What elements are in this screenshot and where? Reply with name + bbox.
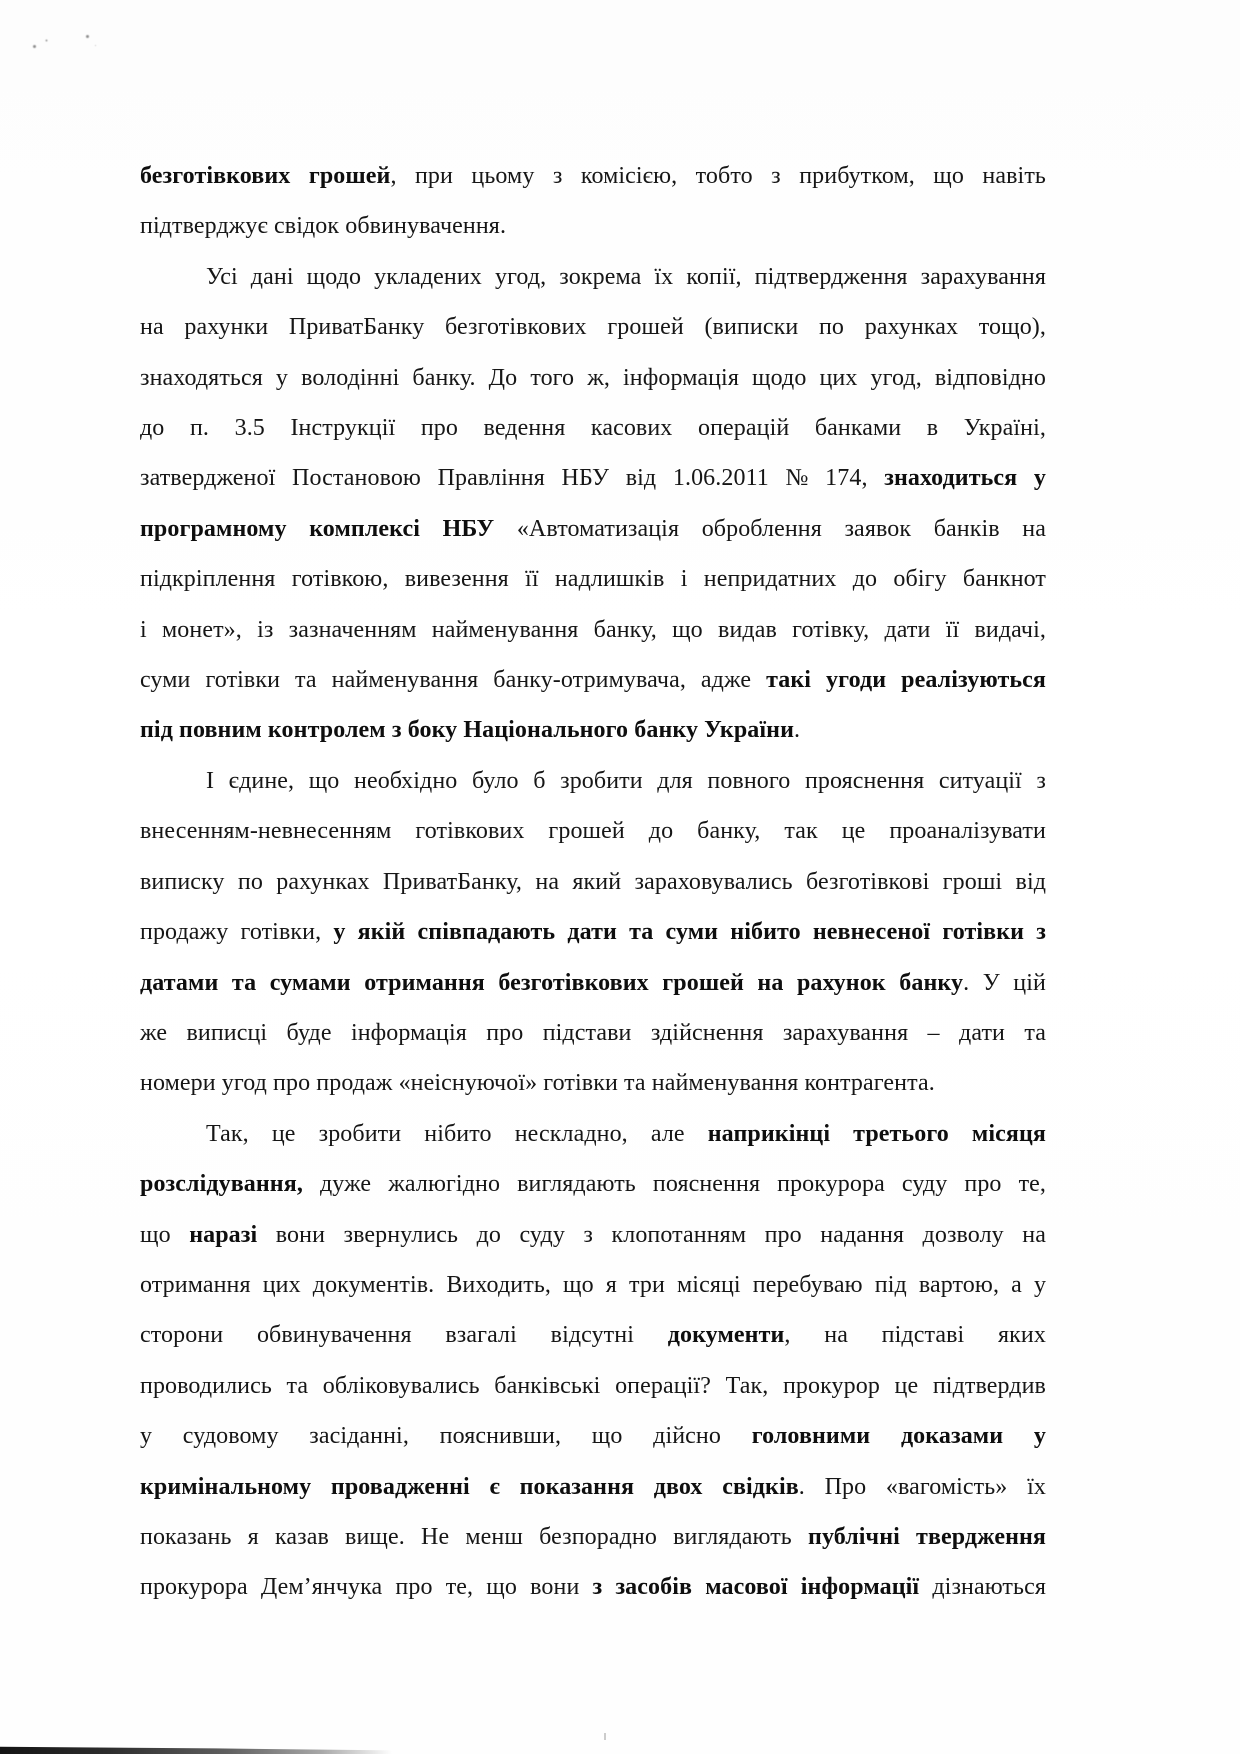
bold-text-run: кримінальному провадженні є показання двох свідків (140, 1473, 799, 1500)
scan-mark (604, 1733, 606, 1740)
text-line (140, 1008, 1046, 1058)
text-line (140, 1210, 1046, 1260)
bold-text-run: під повним контролем з боку Національного банку України (140, 717, 795, 744)
bold-text-run: наприкінці третього місяця (707, 1120, 1046, 1147)
bold-text-run: знаходиться у (884, 465, 1046, 492)
text-line (140, 1260, 1046, 1310)
text-line (140, 958, 1046, 1008)
text-run: . У цій (963, 969, 1046, 996)
text-run: дізнаються (919, 1574, 1046, 1601)
bold-text-run: такі угоди реалізуються (766, 667, 1046, 694)
bold-text-run: з засобів масової інформації (592, 1574, 920, 1601)
text-line (140, 1361, 1046, 1411)
text-line (140, 504, 1046, 554)
bold-text-run: головними доказами у (751, 1423, 1046, 1450)
text-run: «Автоматизація оброблення заявок банків на (494, 515, 1046, 542)
text-run: продажу готівки, (140, 919, 334, 946)
text-line (140, 1109, 1046, 1159)
text-run: , при цьому з комісією, тобто з прибутком, що навіть (390, 163, 1046, 189)
text-run: підкріплення готівкою, вивезення її надлишків і непридатних до обігу банкнот (140, 566, 1047, 593)
bold-text-run: розслідування, (140, 1171, 303, 1198)
text-line (140, 151, 1046, 201)
text-run: підтверджує свідок обвинувачення. (140, 213, 507, 240)
text-line (140, 605, 1046, 655)
text-line (140, 403, 1046, 453)
text-line (140, 907, 1046, 957)
bold-text-run: наразі (189, 1221, 258, 1248)
text-run: номери угод про продаж «неіснуючої» готівки та найменування контрагента. (140, 1070, 935, 1097)
text-run: проводились та обліковувались банківські операції? Так, прокурор це підтвердив (140, 1372, 1046, 1399)
text-line (140, 756, 1046, 806)
text-line (140, 1310, 1046, 1360)
text-run: Так, це зробити нібито нескладно, але (206, 1120, 708, 1147)
text-run: . Про «вагомість» їх (798, 1473, 1046, 1500)
bold-text-run: датами та сумами отримання безготівкових грошей на рахунок банку (140, 969, 964, 996)
text-run: дуже жалюгідно виглядають пояснення прокурора суду про те, (302, 1171, 1047, 1198)
text-run: І єдине, що необхідно було б зробити для повного прояснення ситуації з (206, 767, 1046, 794)
bold-text-run: публічні твердження (808, 1523, 1047, 1550)
scan-speck-icon (33, 45, 36, 48)
text-line (140, 1058, 1046, 1108)
text-run: сторони обвинувачення взагалі відсутні (140, 1322, 668, 1349)
bold-text-run: програмному комплексі НБУ (140, 515, 495, 542)
text-line (140, 302, 1046, 352)
text-run: показань я казав вище. Не менш безпорадно виглядають (140, 1523, 809, 1550)
text-line (140, 453, 1046, 503)
text-run: на рахунки ПриватБанку безготівкових грошей (виписки по рахунках тощо), (140, 314, 1046, 341)
text-run: у судовому засіданні, пояснивши, що дійсно (140, 1423, 752, 1450)
scan-speck-icon (86, 35, 89, 38)
text-line (140, 1411, 1046, 1461)
text-run: внесенням-невнесенням готівкових грошей до банку, так це проаналізувати (140, 818, 1046, 845)
text-line (140, 705, 1046, 755)
text-run: прокурора Демʼянчука про те, що вони (140, 1574, 593, 1601)
text-run: і монет», із зазначенням найменування банку, що видав готівку, дати її видачі, (140, 616, 1046, 643)
bold-text-run: у якій співпадають дати та суми нібито невнесеної готівки з (333, 919, 1047, 946)
text-line (140, 201, 1046, 251)
text-run: Усі дані щодо укладених угод, зокрема їх копії, підтвердження зарахування (206, 263, 1047, 290)
page-bottom-scan-shadow (0, 1746, 392, 1754)
text-run: отримання цих документів. Виходить, що я три місяці перебуваю під вартою, а у (140, 1271, 1047, 1298)
text-line (140, 857, 1046, 907)
text-run: суми готівки та найменування банку-отримувача, адже (140, 667, 767, 694)
text-run: , на підставі яких (784, 1322, 1046, 1349)
text-run: що (140, 1221, 190, 1248)
text-line (140, 252, 1046, 302)
text-run: вони звернулись до суду з клопотанням про надання дозволу на (257, 1221, 1046, 1248)
bold-text-run: документи (667, 1322, 785, 1349)
text-line (140, 554, 1046, 604)
text-line (140, 1512, 1046, 1562)
text-line (140, 1562, 1046, 1612)
text-line (140, 1159, 1046, 1209)
text-run: виписку по рахунках ПриватБанку, на який зараховувались безготівкові гроші від (140, 868, 1047, 895)
text-line (140, 655, 1046, 705)
text-line (140, 353, 1046, 403)
text-run: же виписці буде інформація про підстави здійснення зарахування – дати та (140, 1019, 1046, 1046)
text-run: затвердженої Постановою Правління НБУ від 1.06.2011 № 174, (140, 465, 885, 492)
text-run: знаходяться у володінні банку. До того ж, інформація щодо цих угод, відповідно (140, 364, 1046, 391)
text-line (140, 806, 1046, 856)
document-text (140, 151, 1046, 1613)
text-run: до п. 3.5 Інструкції про ведення касових операцій банками в Україні, (140, 415, 1046, 442)
text-line (140, 1462, 1046, 1512)
text-run: . (794, 717, 801, 744)
bold-text-run: безготівкових грошей (140, 163, 391, 189)
